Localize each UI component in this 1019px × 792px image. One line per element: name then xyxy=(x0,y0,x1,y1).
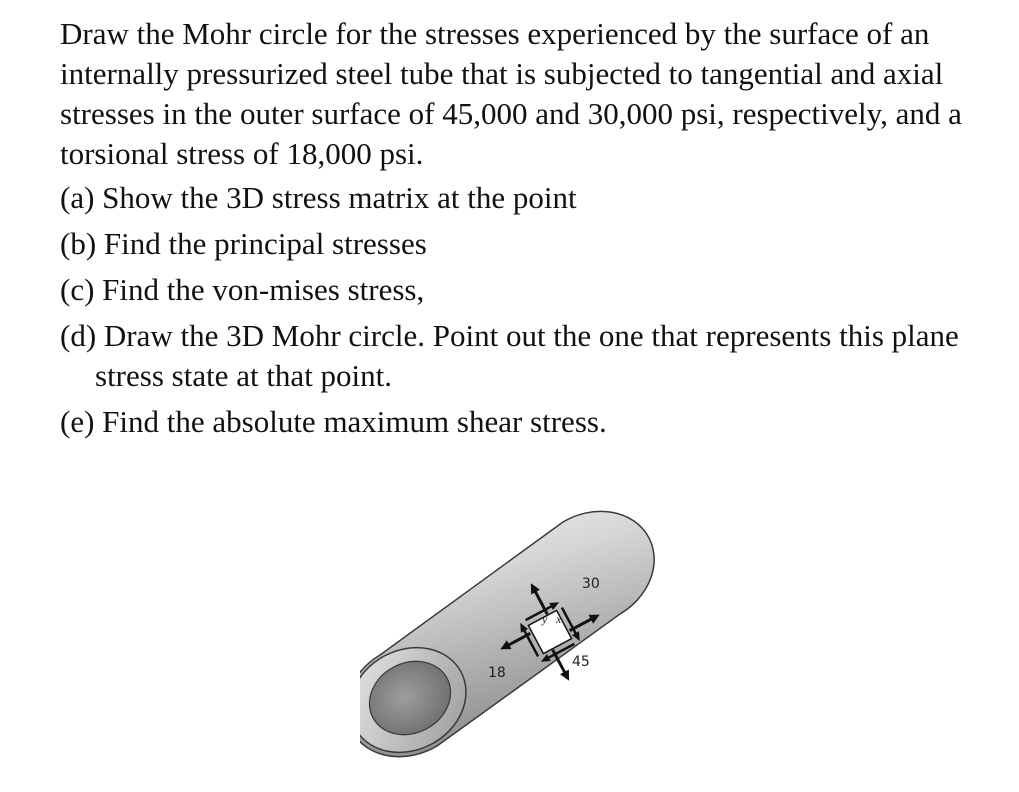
tube-stress-figure xyxy=(360,510,670,770)
problem-intro: Draw the Mohr circle for the stresses experienced by the surface of an internally pressurized steel tube that is subjected to tangential and axial stresses in the outer surface of 45,000 and 30,000 psi, respectively, and a torsional stress of 18,000 psi. xyxy=(60,16,962,171)
axis-label-x: x xyxy=(556,612,562,626)
part-d: (d) Draw the 3D Mohr circle. Point out the one that represents this plane stress state at that point. xyxy=(60,318,959,393)
problem-parts-list xyxy=(60,178,980,442)
part-a: (a) Show the 3D stress matrix at the point xyxy=(60,180,577,215)
part-e: (e) Find the absolute maximum shear stress. xyxy=(60,404,607,439)
label-axial-stress: 30 xyxy=(582,576,600,592)
label-shear-stress: 18 xyxy=(488,665,506,681)
label-tangential-stress: 45 xyxy=(572,654,590,670)
axis-label-y: y xyxy=(542,612,548,626)
part-b: (b) Find the principal stresses xyxy=(60,226,427,261)
tube-stress-diagram xyxy=(360,510,670,770)
problem-statement xyxy=(60,14,980,448)
part-c: (c) Find the von-mises stress, xyxy=(60,272,425,307)
